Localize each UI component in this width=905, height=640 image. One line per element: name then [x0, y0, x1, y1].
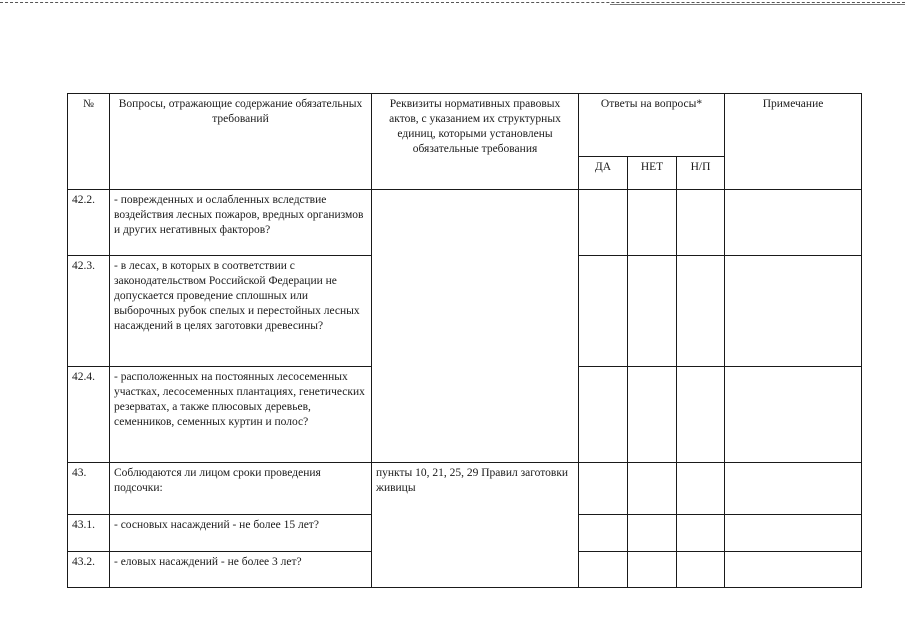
answer-na-cell[interactable]: [677, 190, 725, 256]
header-number: №: [68, 94, 110, 190]
answer-na-cell[interactable]: [677, 463, 725, 515]
note-cell[interactable]: [725, 256, 862, 367]
header-note: Примечание: [725, 94, 862, 190]
answer-no-cell[interactable]: [628, 463, 677, 515]
note-cell[interactable]: [725, 515, 862, 552]
note-cell[interactable]: [725, 463, 862, 515]
row-question: - поврежденных и ослабленных вследствие воздействия лесных пожаров, вредных организмов и других негативных факторов?: [110, 190, 372, 256]
header-row: [68, 94, 862, 157]
row-question: - расположенных на постоянных лесосеменных участках, лесосеменных плантациях, генетических резерватах, а также плюсовых деревьев, семенников, семенных куртин и полос?: [110, 367, 372, 463]
answer-na-cell[interactable]: [677, 256, 725, 367]
row-requisites: пункты 10, 21, 25, 29 Правил заготовки живицы: [372, 463, 579, 588]
answer-yes-cell[interactable]: [579, 552, 628, 588]
row-question: Соблюдаются ли лицом сроки проведения подсочки:: [110, 463, 372, 515]
answer-no-cell[interactable]: [628, 515, 677, 552]
answer-no-cell[interactable]: [628, 552, 677, 588]
answer-na-cell[interactable]: [677, 552, 725, 588]
header-no: НЕТ: [628, 157, 677, 190]
row-number: 43.2.: [68, 552, 110, 588]
answer-no-cell[interactable]: [628, 367, 677, 463]
answer-na-cell[interactable]: [677, 515, 725, 552]
header-questions: Вопросы, отражающие содержание обязательных требований: [110, 94, 372, 190]
row-question: - еловых насаждений - не более 3 лет?: [110, 552, 372, 588]
header-na: Н/П: [677, 157, 725, 190]
checklist-table: [67, 93, 862, 588]
answer-yes-cell[interactable]: [579, 256, 628, 367]
answer-yes-cell[interactable]: [579, 515, 628, 552]
answer-no-cell[interactable]: [628, 256, 677, 367]
answer-no-cell[interactable]: [628, 190, 677, 256]
row-number: 42.2.: [68, 190, 110, 256]
header-yes: ДА: [579, 157, 628, 190]
row-number: 43.1.: [68, 515, 110, 552]
top-scan-line-right: [610, 4, 905, 5]
note-cell[interactable]: [725, 552, 862, 588]
table-row: [68, 190, 862, 256]
row-number: 43.: [68, 463, 110, 515]
row-question: - сосновых насаждений - не более 15 лет?: [110, 515, 372, 552]
row-question: - в лесах, в которых в соответствии с законодательством Российской Федерации не допускается проведение сплошных или выборочных рубок спелых и перестойных лесных насаждений в целях заготовки древесины?: [110, 256, 372, 367]
note-cell[interactable]: [725, 190, 862, 256]
header-answers: Ответы на вопросы*: [579, 94, 725, 157]
answer-na-cell[interactable]: [677, 367, 725, 463]
header-requisites: Реквизиты нормативных правовых актов, с указанием их структурных единиц, которыми установлены обязательные требования: [372, 94, 579, 190]
answer-yes-cell[interactable]: [579, 463, 628, 515]
row-requisites: [372, 190, 579, 463]
note-cell[interactable]: [725, 367, 862, 463]
answer-yes-cell[interactable]: [579, 367, 628, 463]
table-row: [68, 463, 862, 515]
row-number: 42.4.: [68, 367, 110, 463]
row-number: 42.3.: [68, 256, 110, 367]
top-scan-line: [0, 2, 905, 3]
answer-yes-cell[interactable]: [579, 190, 628, 256]
